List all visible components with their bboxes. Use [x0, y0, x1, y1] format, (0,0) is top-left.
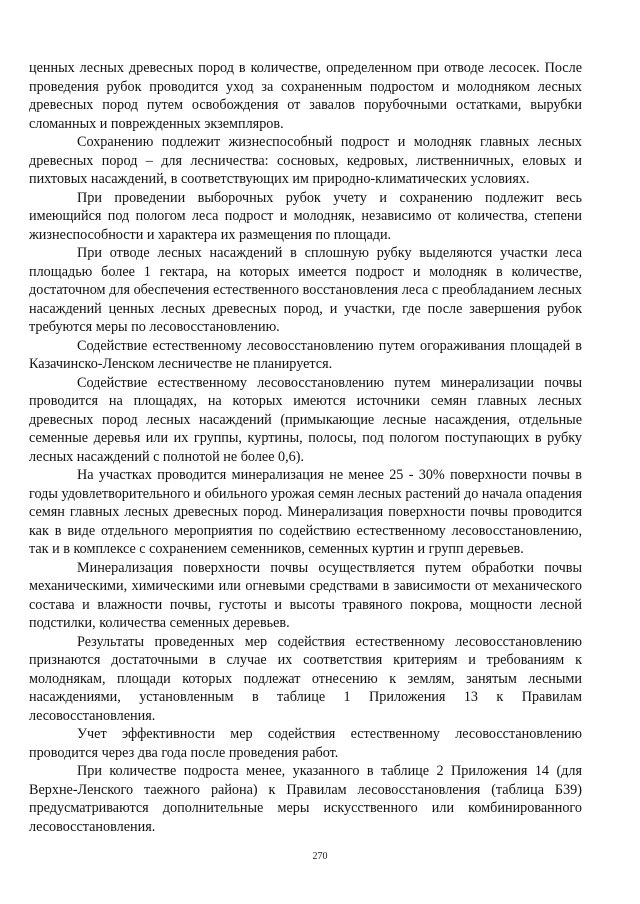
paragraph: При количестве подроста менее, указанного в таблице 2 Приложения 14 (для Верхне-Ленского таежного района) к Правилам лесовосстановления (таблица Б39) предусматриваются дополнительные меры искусственного или комбинированного лесовосстановления. — [29, 763, 582, 835]
paragraph: Минерализация поверхности почвы осуществляется путем обработки почвы механическими, химическими или огневыми средствами в зависимости от механического состава и влажности почвы, густоты и высоты травяного покрова, мощности лесной подстилки, количества семенных деревьев. — [29, 559, 582, 631]
page-number: 270 — [312, 851, 328, 862]
paragraph: Содействие естественному лесовосстановлению путем огораживания площадей в Казачинско-Ленском лесничестве не планируется. — [29, 337, 582, 372]
paragraph: Учет эффективности мер содействия естественному лесовосстановлению проводится через два года после проведения работ. — [29, 726, 582, 761]
paragraph: При отводе лесных насаждений в сплошную рубку выделяются участки леса площадью более 1 гектара, на которых имеется подрост и молодняк в количестве, достаточном для обеспечения естественного восстановления леса с преобладанием лесных насаждений ценных лесных древесных пород, и участки, где после завершения рубок требуются меры по лесовосстановлению. — [29, 245, 582, 335]
paragraph: При проведении выборочных рубок учету и сохранению подлежит весь имеющийся под пологом леса подрост и молодняк, независимо от количества, степени жизнеспособности и характера их размещения по площади. — [29, 189, 582, 243]
document-body — [29, 59, 582, 836]
paragraph: Содействие естественному лесовосстановлению путем минерализации почвы проводится на площадях, на которых имеются источники семян главных лесных древесных пород лесных насаждений (примыкающие лесные насаждения, отдельные семенные деревья или их группы, куртины, полосы, под пологом поступающих в рубку лесных насаждений с полнотой не более 0,6). — [29, 374, 582, 465]
paragraph: ценных лесных древесных пород в количестве, определенном при отводе лесосек. После проведения рубок проводится уход за сохраненным подростом и молодняком лесных древесных пород путем освобождения от завалов порубочными остатками, вырубки сломанных и поврежденных экземпляров. — [29, 60, 582, 132]
paragraph: На участках проводится минерализация не менее 25 - 30% поверхности почвы в годы удовлетворительного и обильного урожая семян лесных растений до начала опадения семян главных лесных древесных пород. Минерализация поверхности почвы проводится как в виде отдельного мероприятия по содействию естественному лесовосстановлению, так и в комплексе с сохранением семенников, семенных куртин и групп деревьев. — [29, 467, 582, 557]
paragraph: Результаты проведенных мер содействия естественному лесовосстановлению признаются достаточными в случае их соответствия критериям и требованиям к молоднякам, площади которых подлежат отнесению к землям, занятым лесными насаждениями, установленным в таблице 1 Приложения 13 к Правилам лесовосстановления. — [29, 633, 582, 724]
paragraph: Сохранению подлежит жизнеспособный подрост и молодняк главных лесных древесных пород – для лесничества: сосновых, кедровых, лиственничных, еловых и пихтовых насаждений, в соответствующих им природно-климатических условиях. — [29, 134, 582, 187]
